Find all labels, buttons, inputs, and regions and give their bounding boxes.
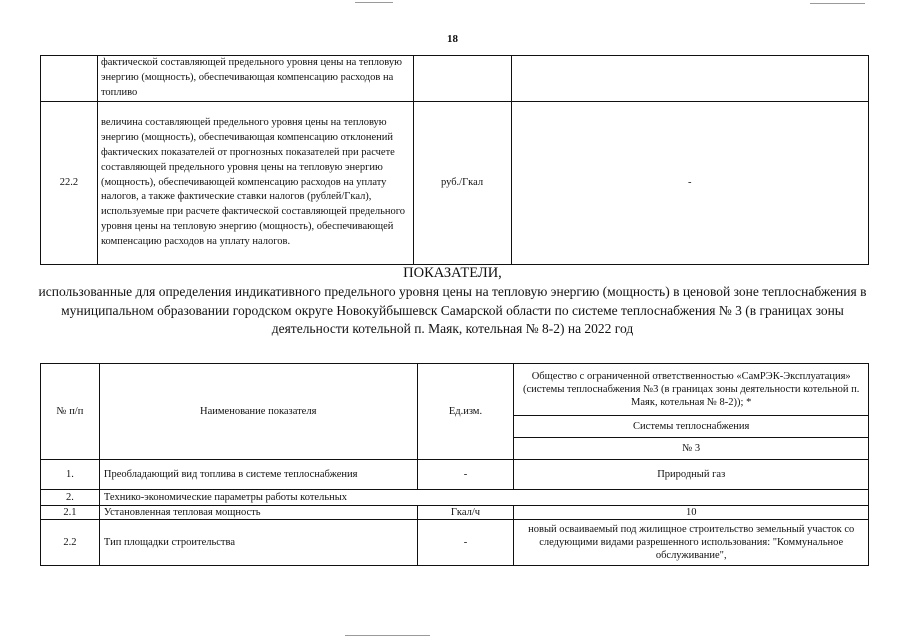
row-number: 2.2	[41, 520, 100, 566]
unit-cell: -	[417, 460, 514, 490]
header-row	[41, 364, 869, 416]
scan-mark	[355, 2, 393, 3]
unit-cell: Гкал/ч	[417, 506, 514, 520]
indicators-table	[40, 363, 869, 566]
row-number	[41, 56, 98, 102]
unit-cell: руб./Гкал	[413, 102, 511, 265]
table-row	[41, 460, 869, 490]
scan-mark	[345, 635, 430, 636]
section-name: Технико-экономические параметры работы котельных	[99, 490, 868, 506]
row-number: 2.1	[41, 506, 100, 520]
header-num: № п/п	[41, 364, 100, 460]
table-row	[41, 506, 869, 520]
continued-indicator-table	[40, 55, 869, 265]
table-row	[41, 490, 869, 506]
heading-subtitle: использованные для определения индикативного предельного уровня цены на тепловую энергию (мощность) в ценовой зоне теплоснабжения в муниципальном образовании городском округе Новокуйбышевск Самарской области по системе теплоснабжения № 3 (в границах зоны деятельности котельной п. Маяк, котельная № 8-2) на 2022 год	[38, 283, 867, 337]
indicator-name: Преобладающий вид топлива в системе теплоснабжения	[99, 460, 417, 490]
indicator-name: величина составляющей предельного уровня цены на тепловую энергию (мощность), обеспечивающая компенсацию отклонений фактических показателей от прогнозных показателей при расчете составляющей предельного уровня цены на тепловую энергию (мощность), обеспечивающей компенсацию расходов на уплату налогов, а также фактические ставки налогов (рублей/Гкал), используемые при расчете фактической составляющей предельного уровня цены на тепловую энергию (мощность), обеспечивающей компенсацию расходов на уплату налогов.	[97, 102, 413, 265]
header-system-number: № 3	[514, 438, 869, 460]
page-number: 18	[447, 33, 458, 45]
row-number: 1.	[41, 460, 100, 490]
table-row	[41, 520, 869, 566]
header-organization: Общество с ограниченной ответственностью «СамРЭК-Эксплуатация» (системы теплоснабжения №3 (в границах зоны деятельности котельной п. Маяк, котельная № 8-2)); *	[514, 364, 869, 416]
header-name: Наименование показателя	[99, 364, 417, 460]
unit-cell: -	[417, 520, 514, 566]
table-row	[41, 56, 869, 102]
indicator-name: Установленная тепловая мощность	[99, 506, 417, 520]
value-cell	[511, 56, 869, 102]
indicator-name: фактической составляющей предельного уровня цены на тепловую энергию (мощность), обеспечивающая компенсацию расходов на топливо	[97, 56, 413, 102]
section-heading	[30, 264, 875, 339]
indicator-name: Тип площадки строительства	[99, 520, 417, 566]
value-cell: -	[511, 102, 869, 265]
scan-mark	[810, 3, 865, 4]
header-systems: Системы теплоснабжения	[514, 416, 869, 438]
header-unit: Ед.изм.	[417, 364, 514, 460]
heading-title: ПОКАЗАТЕЛИ,	[403, 265, 502, 281]
table-row	[41, 102, 869, 265]
unit-cell	[413, 56, 511, 102]
value-cell: Природный газ	[514, 460, 869, 490]
value-cell: новый осваиваемый под жилищное строительство земельный участок со следующими видами разрешенного использования: "Коммунальное обслуживание",	[514, 520, 869, 566]
value-cell: 10	[514, 506, 869, 520]
row-number: 22.2	[41, 102, 98, 265]
row-number: 2.	[41, 490, 100, 506]
